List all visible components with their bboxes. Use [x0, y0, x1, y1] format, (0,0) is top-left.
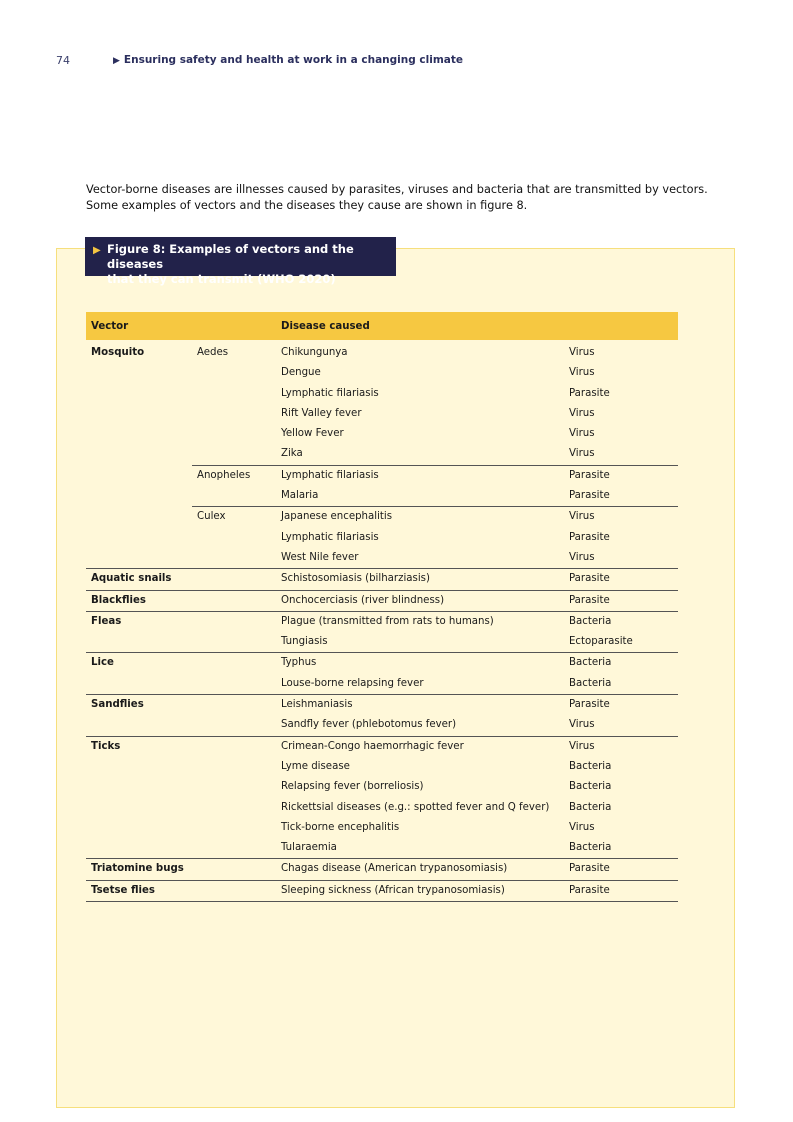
page-number: 74	[56, 54, 70, 67]
disease-name: Yellow Fever	[281, 428, 344, 440]
vector-name: Aquatic snails	[86, 569, 192, 590]
pathogen-type: Parasite	[564, 569, 678, 590]
vector-subtype	[192, 569, 276, 590]
pathogen-type: Parasite	[564, 859, 678, 880]
disease-name: Schistosomiasis (bilharziasis)	[276, 569, 564, 590]
figure-title-line-1: Figure 8: Examples of vectors and the diseases	[107, 242, 354, 271]
pathogen-type: Virus	[569, 740, 595, 752]
pathogen-type: Virus	[569, 347, 595, 358]
vectors-table	[86, 312, 678, 902]
vector-subtype: Culex	[192, 507, 276, 569]
pathogen-type: Virus	[569, 428, 595, 440]
disease-name: West Nile fever	[276, 548, 564, 569]
disease-name: Tularaemia	[276, 838, 564, 859]
vector-subtype	[192, 695, 276, 737]
pathogen-type: Virus	[569, 407, 595, 419]
table-row	[86, 736, 678, 757]
pathogen-type: Parasite	[569, 699, 610, 711]
pathogen-type: Bacteria	[564, 838, 678, 859]
disease-name: Lymphatic filariasis	[281, 387, 379, 399]
vector-name: Fleas	[86, 611, 192, 653]
column-header-vector: Vector	[86, 312, 276, 340]
disease-name: Dengue	[281, 367, 321, 379]
pathogen-type: Parasite	[564, 486, 678, 507]
pathogen-type: Virus	[569, 511, 595, 523]
table-body	[86, 340, 678, 902]
table-row	[86, 569, 678, 590]
vector-subtype	[192, 611, 276, 653]
intro-paragraph: Vector-borne diseases are illnesses caused by parasites, viruses and bacteria that are transmitted by vectors. Some examples of vectors and the diseases they cause are shown in figure 8.	[86, 183, 708, 213]
disease-name: Lymphatic filariasis	[281, 469, 379, 481]
disease-name: Japanese encephalitis	[281, 511, 393, 523]
disease-name: Leishmaniasis	[281, 699, 353, 711]
vector-name: Blackflies	[86, 590, 192, 611]
disease-name: Rift Valley fever	[281, 407, 362, 419]
disease-name: Louse-borne relapsing fever	[276, 674, 564, 695]
running-header	[113, 54, 463, 66]
table-row	[86, 880, 678, 901]
pathogen-type: Bacteria	[564, 674, 678, 695]
pathogen-type: Parasite	[569, 531, 610, 543]
table-row	[86, 653, 678, 674]
disease-name: Chagas disease (American trypanosomiasis)	[276, 859, 564, 880]
vector-subtype	[192, 653, 276, 695]
vector-subtype	[192, 590, 276, 611]
pathogen-type: Bacteria	[569, 615, 612, 627]
disease-name: Relapsing fever (borreliosis)	[281, 781, 424, 793]
vector-name: Triatomine bugs	[86, 859, 192, 880]
table-row	[86, 611, 678, 632]
disease-name: Malaria	[276, 486, 564, 507]
vector-name: Lice	[86, 653, 192, 695]
pathogen-type: Parasite	[564, 880, 678, 901]
disease-name: Chikungunya	[281, 347, 348, 358]
vector-subtype	[192, 880, 276, 901]
disease-name: Sleeping sickness (African trypanosomiasis)	[276, 880, 564, 901]
table-row	[86, 340, 678, 363]
vector-subtype: Anopheles	[192, 465, 276, 507]
disease-name: Lymphatic filariasis	[281, 531, 379, 543]
table-row	[86, 695, 678, 716]
vector-name: Tsetse flies	[86, 880, 192, 901]
vector-name: Mosquito	[86, 340, 192, 569]
pathogen-type: Virus	[564, 444, 678, 465]
disease-name: Typhus	[281, 657, 317, 669]
disease-name: Zika	[276, 444, 564, 465]
pathogen-type: Bacteria	[569, 801, 612, 813]
disease-name: Rickettsial diseases (e.g.: spotted fever and Q fever)	[281, 801, 550, 813]
play-arrow-icon: ▶	[113, 56, 120, 66]
vector-subtype	[192, 736, 276, 859]
table-row	[86, 590, 678, 611]
vector-subtype	[192, 859, 276, 880]
disease-name: Crimean-Congo haemorrhagic fever	[281, 740, 464, 752]
disease-name: Tick-borne encephalitis	[281, 821, 400, 833]
disease-name: Plague (transmitted from rats to humans)	[281, 615, 494, 627]
pathogen-type: Virus	[569, 367, 595, 379]
disease-name: Tungiasis	[276, 632, 564, 653]
running-header-title: Ensuring safety and health at work in a changing climate	[123, 54, 463, 66]
table-row	[86, 859, 678, 880]
vector-name: Ticks	[86, 736, 192, 859]
vector-name: Sandflies	[86, 695, 192, 737]
pathogen-type: Bacteria	[569, 657, 612, 669]
pathogen-type: Parasite	[569, 387, 610, 399]
pathogen-type: Virus	[564, 715, 678, 736]
pathogen-type: Ectoparasite	[564, 632, 678, 653]
pathogen-type: Parasite	[569, 469, 610, 481]
pathogen-type: Virus	[564, 548, 678, 569]
figure-title	[85, 237, 396, 286]
disease-name: Sandfly fever (phlebotomus fever)	[276, 715, 564, 736]
pathogen-type: Parasite	[564, 590, 678, 611]
pathogen-type: Virus	[569, 821, 595, 833]
vector-subtype: Aedes	[192, 340, 276, 465]
column-header-disease: Disease caused	[276, 312, 678, 340]
play-arrow-icon: ▶	[93, 245, 101, 256]
pathogen-type: Bacteria	[569, 781, 612, 793]
pathogen-type: Bacteria	[569, 760, 612, 772]
figure-title-line-2: that they can transmit (WHO 2020)	[107, 272, 336, 286]
disease-name: Lyme disease	[281, 760, 350, 772]
disease-name: Onchocerciasis (river blindness)	[276, 590, 564, 611]
table-header-row	[86, 312, 678, 340]
